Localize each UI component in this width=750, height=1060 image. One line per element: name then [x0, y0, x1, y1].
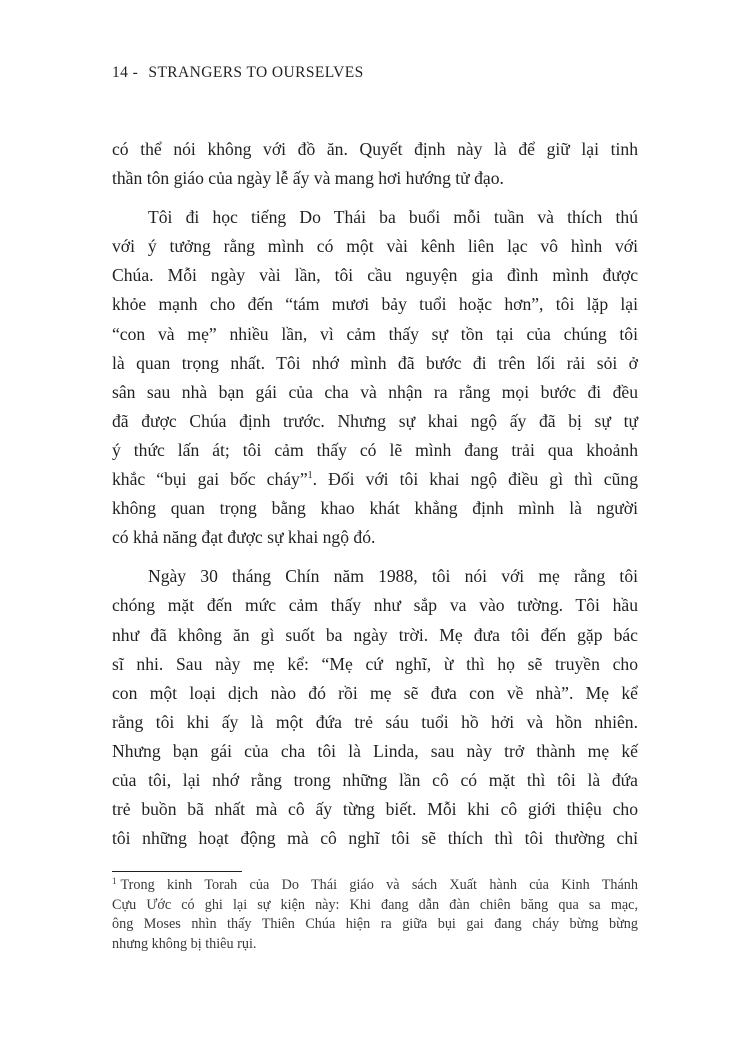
paragraph-1 — [112, 135, 638, 193]
text-line: như đã không ăn gì suốt ba ngày trời. Mẹ đưa tôi đến gặp bác — [112, 624, 638, 645]
text-line: ý thức lấn át; tôi cảm thấy có lẽ mình đang trải qua khoảnh — [112, 439, 638, 460]
footnote-divider — [112, 871, 242, 872]
text-line: trẻ buồn bã nhất mà cô ấy từng biết. Mỗi khi cô giới thiệu cho — [112, 799, 638, 820]
text-line: với ý tưởng rằng mình có một vài kênh liên lạc vô hình với — [112, 236, 638, 257]
text-line: con một loại dịch nào đó rồi mẹ sẽ đưa con về nhà”. Mẹ kể — [112, 682, 638, 703]
footnote-line: ông Moses nhìn thấy Thiên Chúa hiện ra giữa bụi gai đang cháy bừng bừng — [112, 916, 638, 933]
footnote — [112, 876, 638, 954]
footnote-reference[interactable]: 1 — [307, 470, 313, 482]
text-line: Chúa. Mỗi ngày vài lần, tôi cầu nguyện gia đình mình được — [112, 265, 638, 286]
text-line: thần tôn giáo của ngày lễ ấy và mang hơi hướng tử đạo. — [112, 168, 504, 189]
text-segment: khắc “bụi gai bốc cháy” — [112, 469, 308, 490]
text-line-with-footnote — [112, 465, 638, 494]
body-text — [112, 135, 638, 863]
footnote-line: nhưng không bị thiêu rụi. — [112, 935, 257, 952]
text-line: sĩ nhi. Sau này mẹ kể: “Mẹ cứ nghĩ, ừ thì họ sẽ truyền cho — [112, 653, 638, 674]
text-segment: . Đối với tôi khai ngộ điều gì thì cũng — [312, 469, 638, 490]
text-line: Ngày 30 tháng Chín năm 1988, tôi nói với mẹ rằng tôi — [148, 566, 638, 587]
paragraph-2 — [112, 203, 638, 552]
text-line: Nhưng bạn gái của cha tôi là Linda, sau này trở thành mẹ kế — [112, 740, 638, 761]
text-line: có khả năng đạt được sự khai ngộ đó. — [112, 527, 376, 548]
text-line: không quan trọng bằng khao khát khẳng định mình là người — [112, 498, 638, 519]
text-line: chóng mặt đến mức cảm thấy như sắp va vào tường. Tôi hầu — [112, 595, 638, 616]
text-line: tôi những hoạt động mà cô nghĩ tôi sẽ thích thì tôi thường chỉ — [112, 828, 638, 849]
text-line: sân sau nhà bạn gái của cha và nhận ra rằng mọi bước đi đều — [112, 381, 638, 402]
text-line: khỏe mạnh cho đến “tám mươi bảy tuổi hoặc hơn”, tôi lặp lại — [112, 294, 638, 315]
footnote-text: Trong kinh Torah của Do Thái giáo và sách Xuất hành của Kinh Thánh — [120, 877, 638, 893]
text-line: Tôi đi học tiếng Do Thái ba buổi mỗi tuần và thích thú — [148, 207, 638, 228]
footnote-line: Cựu Ước có ghi lại sự kiện này: Khi đang dẫn đàn chiên băng qua sa mạc, — [112, 896, 638, 913]
text-line: “con và mẹ” nhiều lần, vì cảm thấy sự tồn tại của chúng tôi — [112, 323, 638, 344]
page-number: 14 - — [112, 64, 139, 81]
text-line: đã được Chúa định trước. Nhưng sự khai ngộ ấy đã bị sự tự — [112, 410, 638, 431]
text-line: có thể nói không với đồ ăn. Quyết định này là để giữ lại tinh — [112, 139, 638, 159]
book-title: STRANGERS TO OURSELVES — [148, 64, 364, 81]
text-line: của tôi, lại nhớ rằng trong những lần cô có mặt thì tôi là đứa — [112, 769, 638, 790]
running-head — [112, 64, 364, 82]
footnote-line — [112, 876, 638, 896]
footnote-number: 1 — [112, 876, 117, 886]
paragraph-3 — [112, 562, 638, 853]
text-line: là quan trọng nhất. Tôi nhớ mình đã bước đi trên lối rải sỏi ở — [112, 352, 638, 373]
text-line: rằng tôi khi ấy là một đứa trẻ sáu tuổi hồ hởi và hồn nhiên. — [112, 711, 638, 732]
